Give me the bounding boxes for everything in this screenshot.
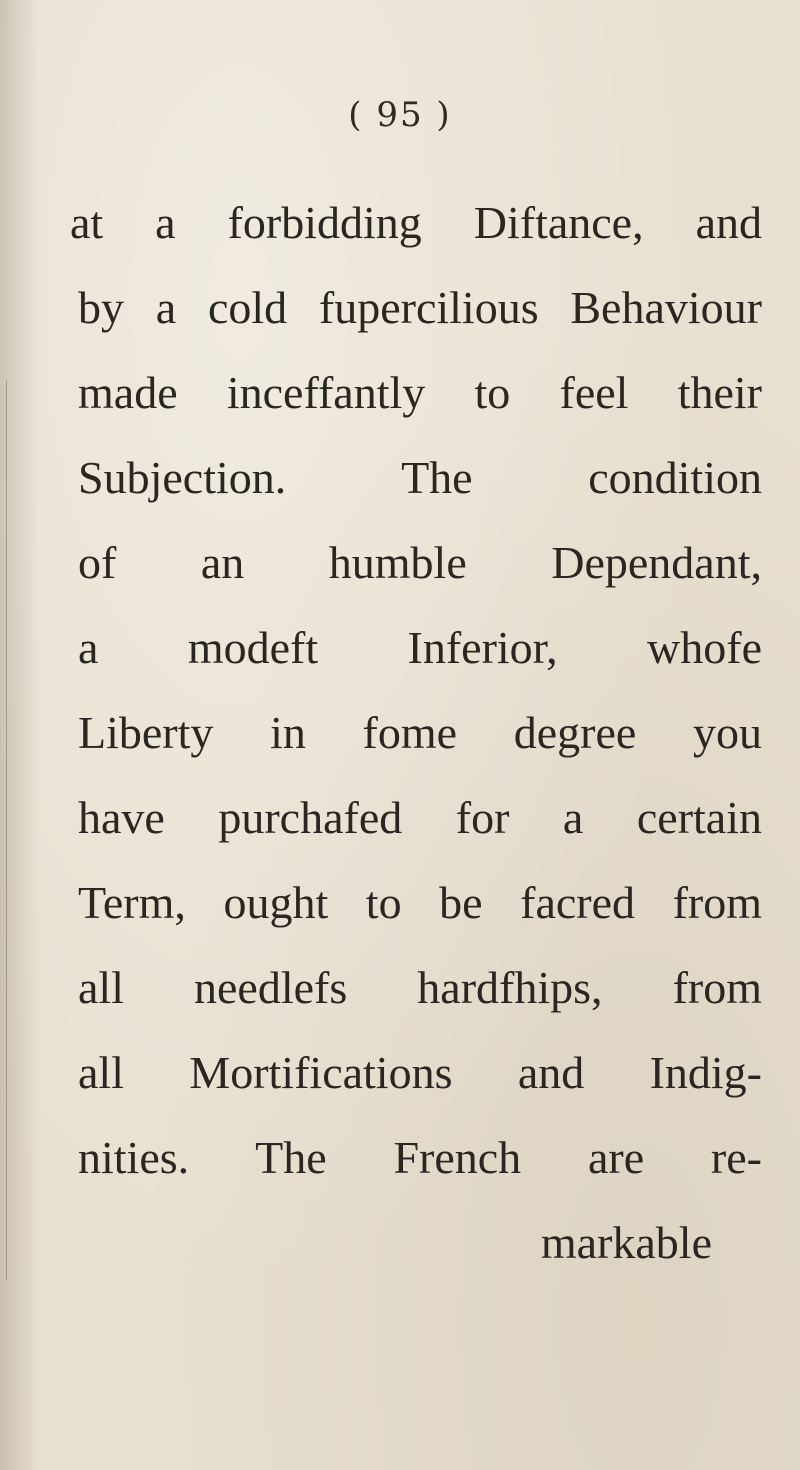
- text-line: made inceffantly to feel their: [78, 367, 762, 418]
- page-edge-line: [6, 380, 7, 1280]
- text-line: Liberty in fome degree you: [78, 707, 762, 758]
- text-line: at a forbidding Diftance, and: [70, 197, 762, 248]
- text-line: nities. The French are re-: [78, 1132, 762, 1183]
- page-number: ( 95 ): [348, 95, 452, 135]
- text-line: Term, ought to be facred from: [78, 877, 762, 928]
- text-line: by a cold fupercilious Behaviour: [78, 282, 762, 333]
- body-text: [62, 180, 762, 1285]
- text-line: of an humble Dependant,: [78, 537, 762, 588]
- text-line: Subjection. The condition: [78, 452, 762, 503]
- text-line: a modeft Inferior, whofe: [78, 622, 762, 673]
- text-line: all Mortifications and Indig-: [78, 1047, 762, 1098]
- catchword: markable: [540, 1217, 712, 1268]
- text-line: all needlefs hardfhips, from: [78, 962, 762, 1013]
- text-line: have purchafed for a certain: [78, 792, 762, 843]
